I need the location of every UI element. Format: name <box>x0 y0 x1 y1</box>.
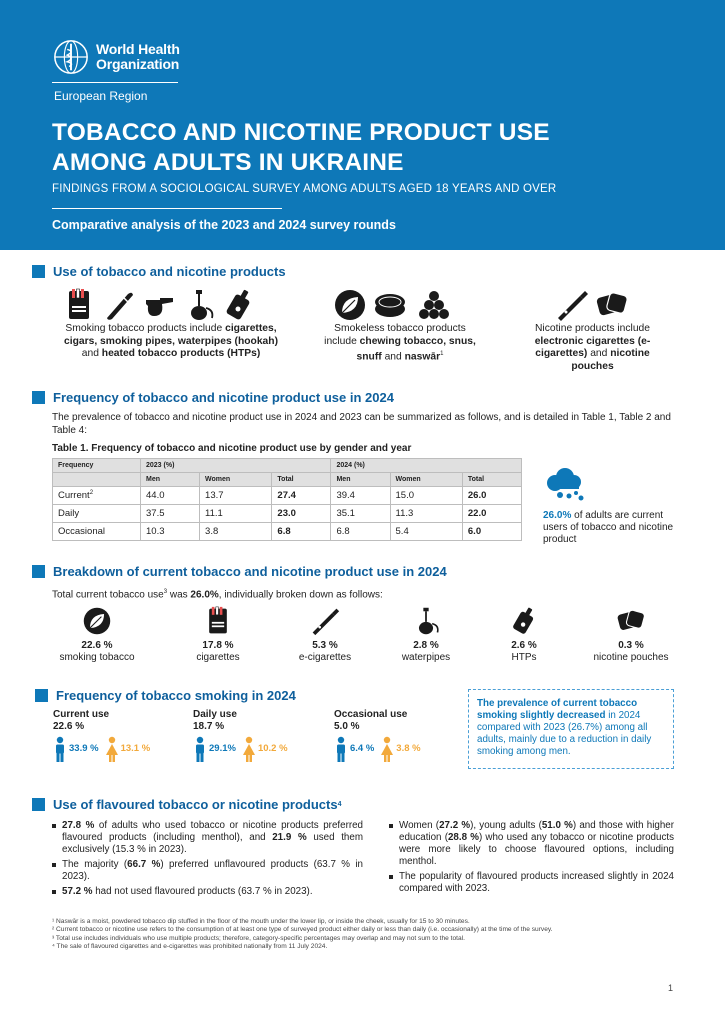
section-marker <box>32 265 45 278</box>
breakdown-intro-total: 26.0% <box>190 589 219 601</box>
col-total-2024: Total <box>462 473 521 487</box>
breakdown-smoking-tobacco <box>42 606 152 664</box>
smokeless-icons <box>333 288 455 322</box>
cell-w23: 13.7 <box>200 487 272 505</box>
cell-t24: 6.0 <box>462 523 521 541</box>
footnote-ref-2: 2 <box>89 489 94 496</box>
breakdown-pct: 22.6 % <box>81 640 113 651</box>
bullet-bold: 21.9 % <box>272 832 307 843</box>
org-name-line1: World Health <box>96 41 180 57</box>
cell-t24: 22.0 <box>462 505 521 523</box>
bullet-bold: 51.0 % <box>541 820 573 831</box>
smokeless-caption-text1: Smokeless tobacco products include <box>324 323 466 347</box>
breakdown-intro-text2: was <box>167 589 191 601</box>
smoking-col-label: Current use <box>53 709 110 720</box>
smokeless-caption-text2: and <box>381 351 405 363</box>
row-label-text: Current <box>58 490 90 502</box>
table-title: Table 1. Frequency of tobacco and nicotine product use by gender and year <box>52 443 412 454</box>
footnote-ref-3: 3 <box>163 589 168 595</box>
cell-w23: 3.8 <box>200 523 272 541</box>
comparative-heading: Comparative analysis of the 2023 and 2024 survey rounds <box>52 218 396 232</box>
breakdown-label: e-cigarettes <box>298 652 352 663</box>
breakdown-label: smoking tobacco <box>59 652 135 663</box>
nicotine-caption-bold2: nicotine pouches <box>571 348 650 372</box>
breakdown-intro-text3: , individually broken down as follows: <box>218 589 383 601</box>
col-frequency: Frequency <box>53 459 141 473</box>
row-label <box>53 487 141 505</box>
breakdown-label: cigarettes <box>196 652 240 663</box>
bullet-text: used them exclusively (15.3 % in 2023). <box>62 832 363 855</box>
col-women-2024: Women <box>390 473 462 487</box>
smoke-cloud-icon <box>543 465 585 505</box>
waterpipe-icon <box>411 606 441 636</box>
table-header-row <box>53 459 522 473</box>
list-item <box>389 871 674 895</box>
breakdown-pct: 17.8 % <box>202 640 234 651</box>
cell-w23: 11.1 <box>200 505 272 523</box>
section-marker <box>32 391 45 404</box>
section-title-breakdown-text: Breakdown of current tobacco and nicotine product use in 2024 <box>53 564 447 579</box>
breakdown-intro <box>52 586 677 601</box>
list-item <box>52 859 363 883</box>
current-users-note <box>543 510 678 546</box>
prevalence-callout <box>468 689 674 769</box>
breakdown-label: HTPs <box>511 652 537 663</box>
org-name-line2: Organization <box>96 56 180 72</box>
tobacco-leaf-icon <box>82 606 112 636</box>
table-row <box>53 487 522 505</box>
section-title-flavoured <box>32 797 342 812</box>
cell-m23: 37.5 <box>141 505 200 523</box>
footnote-1: ¹ Naswār is a moist, powdered tobacco dip stuffed in the floor of the mouth under the lower lip, or inside the cheek, usually for 15 to 30 minutes. <box>52 918 470 925</box>
heated-tobacco-icon <box>509 606 539 636</box>
smoking-daily-use <box>193 709 294 762</box>
cell-m24: 35.1 <box>331 505 390 523</box>
breakdown-waterpipes <box>371 606 481 664</box>
flavoured-right-list <box>389 820 674 898</box>
bullet-text: ), young adults ( <box>470 820 542 831</box>
women-value: 13.1 % <box>120 743 151 754</box>
breakdown-label: nicotine pouches <box>593 652 669 663</box>
flavoured-left-list <box>52 820 363 901</box>
section-title-breakdown <box>32 564 447 579</box>
bullet-text: ) and those with higher education ( <box>399 820 675 843</box>
section-title-use-text: Use of tobacco and nicotine products <box>53 264 286 279</box>
woman-icon <box>380 736 394 762</box>
bullet-text: The popularity of flavoured products increased slightly in 2024 compared with 2023. <box>399 871 674 894</box>
man-icon <box>193 736 207 762</box>
footnote-ref-4: 4 <box>337 801 342 808</box>
callout-bold: The prevalence of current tobacco smoking slightly decreased <box>477 698 638 721</box>
cell-m23: 44.0 <box>141 487 200 505</box>
cigar-icon <box>102 288 136 322</box>
smoking-col-total: 5.0 % <box>334 721 360 732</box>
smoking-col-label: Occasional use <box>334 709 408 720</box>
section-marker <box>32 565 45 578</box>
page-subtitle: FINDINGS FROM A SOCIOLOGICAL SURVEY AMONG ADULTS AGED 18 YEARS AND OVER <box>52 183 557 195</box>
cigarette-pack-icon <box>62 288 96 322</box>
footnote-4: ⁴ The sale of flavoured cigarettes and e-cigarettes was prohibited nationally from 11 July 2024. <box>52 942 328 950</box>
gender-split <box>193 736 294 762</box>
bullet-text: of adults who used tobacco or nicotine products preferred flavoured products (including menthol), and <box>62 820 363 843</box>
bullet-bold: 27.2 % <box>439 820 471 831</box>
bullet-bold: 57.2 % <box>62 886 93 897</box>
snus-tin-icon <box>373 288 407 322</box>
page-number: 1 <box>668 983 674 993</box>
waterpipe-icon <box>182 288 216 322</box>
footnote-ref-1: 1 <box>440 351 444 357</box>
col-2024: 2024 (%) <box>331 459 522 473</box>
page-title <box>52 118 652 178</box>
footnote-2: ² Current tobacco or nicotine use refers to the consumption of at least one type of surveyed product either daily or less than daily (i.e. occasionally) at the time of the survey. <box>52 926 553 934</box>
men-value: 33.9 % <box>69 743 99 754</box>
row-label: Daily <box>53 505 141 523</box>
woman-icon <box>105 736 119 762</box>
section-title-frequency <box>32 390 394 405</box>
blank-header <box>53 473 141 487</box>
smoking-caption-bold1: cigarettes, cigars, smoking pipes, waterpipes (hookah) <box>64 323 278 347</box>
col-men-2023: Men <box>141 473 200 487</box>
breakdown-htps <box>469 606 579 664</box>
snuff-pile-icon <box>413 288 455 322</box>
current-users-pct: 26.0% <box>543 510 572 521</box>
footnotes <box>52 918 677 951</box>
section-title-use <box>32 264 286 279</box>
bullet-text: Women ( <box>399 820 440 831</box>
cell-t23: 23.0 <box>272 505 331 523</box>
section-marker <box>35 689 48 702</box>
cell-w24: 15.0 <box>390 487 462 505</box>
smoking-col-total: 22.6 % <box>53 721 85 732</box>
col-women-2023: Women <box>200 473 272 487</box>
cell-w24: 11.3 <box>390 505 462 523</box>
title-line2: AMONG ADULTS IN UKRAINE <box>52 149 404 176</box>
smoking-pipe-icon <box>142 288 176 322</box>
footnote-3: ³ Total use includes individuals who use multiple products; therefore, category-specific percentages may overlap and may not sum to the total. <box>52 934 465 942</box>
smoking-occasional-use <box>334 709 427 762</box>
section-title-flavoured-text: Use of flavoured tobacco or nicotine products <box>53 797 338 812</box>
smokeless-caption-bold2: naswār <box>404 351 441 363</box>
heated-tobacco-icon <box>222 288 256 322</box>
bullet-bold: 66.7 % <box>127 859 161 870</box>
header-banner <box>0 0 725 250</box>
section-title-smoking-text: Frequency of tobacco smoking in 2024 <box>56 688 296 703</box>
woman-icon <box>242 736 256 762</box>
who-logo <box>52 38 180 76</box>
cell-m23: 10.3 <box>141 523 200 541</box>
col-2023: 2023 (%) <box>141 459 331 473</box>
col-total-2023: Total <box>272 473 331 487</box>
who-emblem-icon <box>52 38 90 76</box>
bullet-text: had not used flavoured products (63.7 % in 2023). <box>92 886 313 897</box>
men-value: 6.4 % <box>350 743 375 754</box>
women-value: 10.2 % <box>257 743 288 754</box>
smoking-caption-text2: and <box>81 348 102 359</box>
cell-m24: 6.8 <box>331 523 390 541</box>
bullet-bold: 27.8 % <box>62 820 95 831</box>
smoking-col-total: 18.7 % <box>193 721 225 732</box>
table-row <box>53 505 522 523</box>
row-label: Occasional <box>53 523 141 541</box>
table-row <box>53 523 522 541</box>
e-cigarette-icon <box>310 606 340 636</box>
smoking-caption <box>62 323 280 361</box>
section-title-smoking <box>35 688 296 703</box>
list-item <box>389 820 674 868</box>
smokeless-caption-bold1: chewing tobacco, snus, snuff <box>356 335 476 363</box>
region-label: European Region <box>54 89 148 103</box>
callout-text: in 2024 compared with 2023 (26.7%) among all adults, mainly due to a reduction in daily smoking among men. <box>477 710 652 757</box>
title-line1: TOBACCO AND NICOTINE PRODUCT USE <box>52 119 550 146</box>
cell-m24: 39.4 <box>331 487 390 505</box>
bullet-text: ) who used any tobacco or nicotine products were more likely to choose flavoured options, including menthol. <box>399 832 674 867</box>
cell-t24: 26.0 <box>462 487 521 505</box>
smokeless-caption <box>320 323 480 364</box>
breakdown-pct: 2.6 % <box>511 640 537 651</box>
breakdown-e-cigarettes <box>270 606 380 664</box>
frequency-intro: The prevalence of tobacco and nicotine product use in 2024 and 2023 can be summarized as follows, and is detailed in Table 1, Table 2 and Table 4: <box>52 412 671 436</box>
man-icon <box>53 736 67 762</box>
nicotine-icons <box>555 288 629 322</box>
smoking-current-use <box>53 709 156 762</box>
breakdown-pct: 0.3 % <box>618 640 644 651</box>
breakdown-pct: 2.8 % <box>413 640 439 651</box>
smoking-icons <box>62 288 256 322</box>
nicotine-caption-text2: and <box>587 348 611 359</box>
nicotine-caption <box>520 323 665 373</box>
breakdown-nicotine-pouches <box>576 606 686 664</box>
list-item <box>52 886 363 898</box>
col-men-2024: Men <box>331 473 390 487</box>
breakdown-pct: 5.3 % <box>312 640 338 651</box>
breakdown-cigarettes <box>163 606 273 664</box>
frequency-table <box>52 458 522 541</box>
gender-split <box>53 736 156 762</box>
men-value: 29.1% <box>209 743 236 754</box>
smoking-caption-text1: Smoking tobacco products include <box>65 323 226 334</box>
subtitle-divider <box>52 208 282 209</box>
man-icon <box>334 736 348 762</box>
cell-t23: 27.4 <box>272 487 331 505</box>
breakdown-intro-text1: Total current tobacco use <box>52 589 164 601</box>
e-cigarette-icon <box>555 288 589 322</box>
cell-t23: 6.8 <box>272 523 331 541</box>
bullet-text: ) preferred unflavoured products (63.7 % in 2023). <box>62 859 363 882</box>
table-subheader-row <box>53 473 522 487</box>
nicotine-pouch-icon <box>595 288 629 322</box>
nicotine-caption-bold1: electronic cigarettes (e-cigarettes) <box>534 335 651 359</box>
smoking-col-label: Daily use <box>193 709 237 720</box>
women-value: 3.8 % <box>396 743 421 754</box>
breakdown-label: waterpipes <box>401 652 451 663</box>
tobacco-leaf-icon <box>333 288 367 322</box>
nicotine-caption-text1: Nicotine products include <box>534 323 651 334</box>
section-marker <box>32 798 45 811</box>
nicotine-pouch-icon <box>616 606 646 636</box>
gender-split <box>334 736 427 762</box>
current-users-text: of adults are current users of tobacco and nicotine product <box>543 510 674 545</box>
bullet-bold: 28.8 % <box>447 832 479 843</box>
smoking-caption-bold2: heated tobacco products (HTPs) <box>101 348 261 359</box>
cigarette-pack-icon <box>203 606 233 636</box>
cell-w24: 5.4 <box>390 523 462 541</box>
list-item <box>52 820 363 856</box>
bullet-text: The majority ( <box>62 859 128 870</box>
section-title-frequency-text: Frequency of tobacco and nicotine product use in 2024 <box>53 390 394 405</box>
logo-divider <box>52 82 178 83</box>
